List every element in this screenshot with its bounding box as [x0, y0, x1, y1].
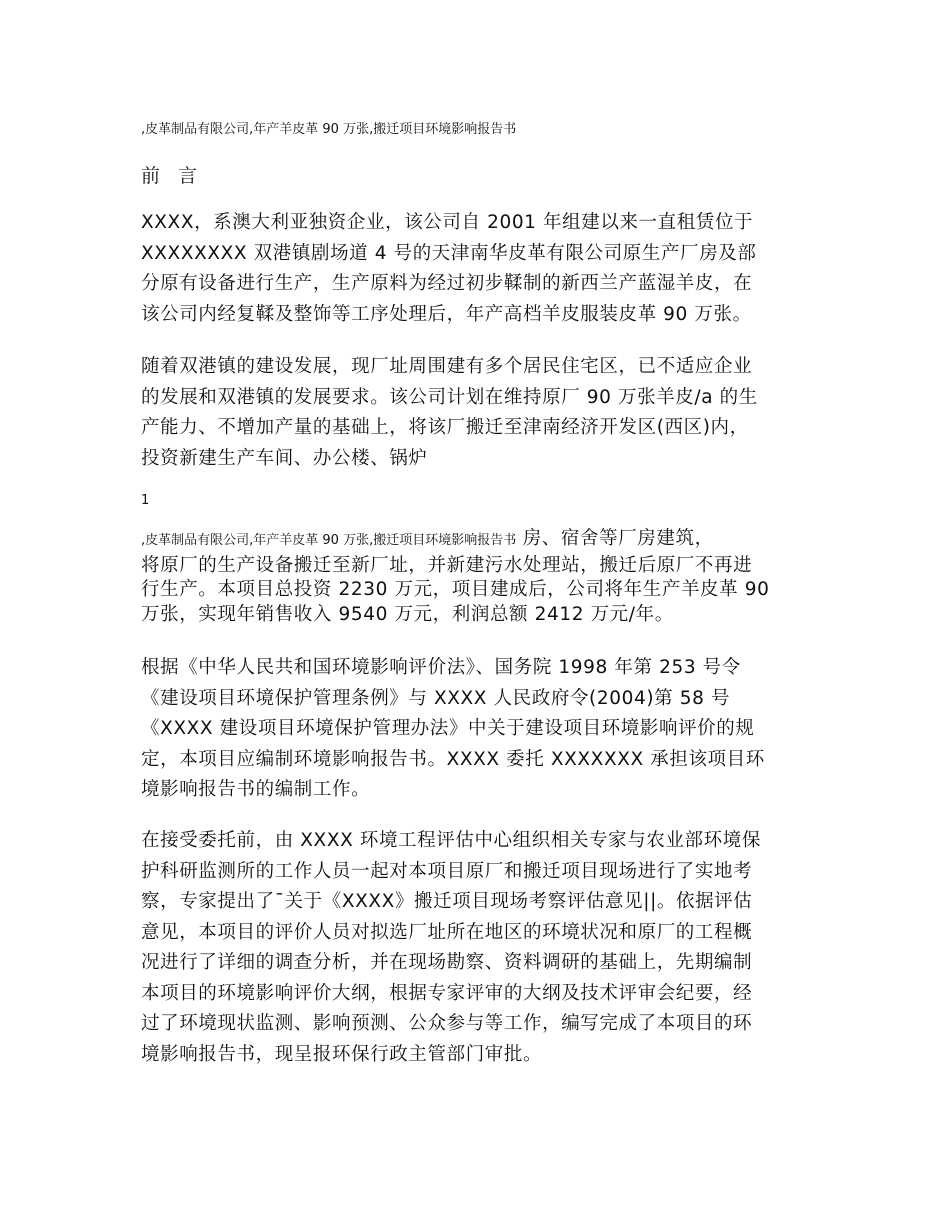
paragraph-line: 况进行了详细的调查分析，并在现场勘察、资料调研的基础上，先期编制 [141, 952, 753, 973]
paragraph-line: 行生产。本项目总投资 2230 万元，项目建成后，公司将年生产羊皮革 90 [141, 579, 770, 600]
paragraph-line: 本项目的环境影响评价大纲，根据专家评审的大纲及技术评审会纪要，经 [141, 982, 753, 1004]
section-heading: 前 言 [141, 165, 204, 187]
paragraph-line: 过了环境现状监测、影响预测、公众参与等工作，编写完成了本项目的环 [141, 1013, 753, 1034]
paragraph-line [141, 527, 816, 554]
inline-running-header: ,皮革制品有限公司,年产羊皮革 90 万张,搬迁项目环境影响报告书 [141, 533, 517, 548]
paragraph-line: 的发展和双港镇的发展要求。该公司计划在维持原厂 90 万张羊皮/a 的生 [141, 386, 758, 408]
paragraph-line: 该公司内经复鞣及整饰等工序处理后，年产高档羊皮服装皮革 90 万张。 [141, 303, 752, 325]
paragraph-line: 随着双港镇的建设发展，现厂址周围建有多个居民住宅区，已不适应企业 [141, 356, 753, 377]
paragraph-line: XXXX，系澳大利亚独资企业，该公司自 2001 年组建以来一直租赁位于 [141, 212, 754, 233]
page-number: 1 [141, 493, 150, 508]
paragraph-5 [141, 826, 816, 1070]
paragraph-line: 境影响报告书，现呈报环保行政主管部门审批。 [141, 1043, 543, 1065]
paragraph-line: 《XXXX 建设项目环境保护管理办法》中关于建设项目环境影响评价的规 [141, 718, 755, 739]
paragraph-1 [141, 208, 816, 330]
paragraph-line: 将原厂的生产设备搬迁至新厂址，并新建污水处理站，搬迁后原厂不再进 [141, 554, 753, 576]
paragraph-line: 意见，本项目的评价人员对拟选厂址所在地区的环境状况和原厂的工程概 [141, 921, 753, 943]
paragraph-line: XXXXXXXX 双港镇剧场道 4 号的天津南华皮革有限公司原生产厂房及部 [141, 242, 757, 264]
paragraph-2 [141, 352, 816, 474]
paragraph-line: 在接受委托前，由 XXXX 环境工程评估中心组织相关专家与农业部环境保 [141, 830, 761, 851]
paragraph-line: 万张，实现年销售收入 9540 万元，利润总额 2412 万元/年。 [141, 603, 674, 625]
running-header: ,皮革制品有限公司,年产羊皮革 90 万张,搬迁项目环境影响报告书 [141, 122, 517, 137]
paragraph-3 [141, 527, 816, 627]
paragraph-line: 产能力、不增加产量的基础上，将该厂搬迁至津南经济开发区(西区)内， [141, 417, 749, 438]
paragraph-line: 投资新建生产车间、办公楼、锅炉 [141, 447, 428, 469]
paragraph-line: 根据《中华人民共和国环境影响评价法》、国务院 1998 年第 253 号令 [141, 657, 741, 678]
paragraph-line: 察，专家提出了¯关于《XXXX》搬迁项目现场考察评估意见||。依据评估 [141, 891, 753, 912]
paragraph-line: 护科研监测所的工作人员一起对本项目原厂和搬迁项目现场进行了实地考 [141, 860, 753, 882]
paragraph-line: 分原有设备进行生产，生产原料为经过初步鞣制的新西兰产蓝湿羊皮，在 [141, 273, 753, 294]
paragraph-4 [141, 653, 816, 806]
paragraph-line: 《建设项目环境保护管理条例》与 XXXX 人民政府令(2004)第 58 号 [141, 687, 731, 709]
paragraph-line: 境影响报告书的编制工作。 [141, 779, 371, 800]
paragraph-line: 定，本项目应编制环境影响报告书。XXXX 委托 XXXXXXX 承担该项目环 [141, 748, 765, 770]
paragraph-line-tail: 房、宿舍等厂房建筑， [516, 528, 714, 549]
